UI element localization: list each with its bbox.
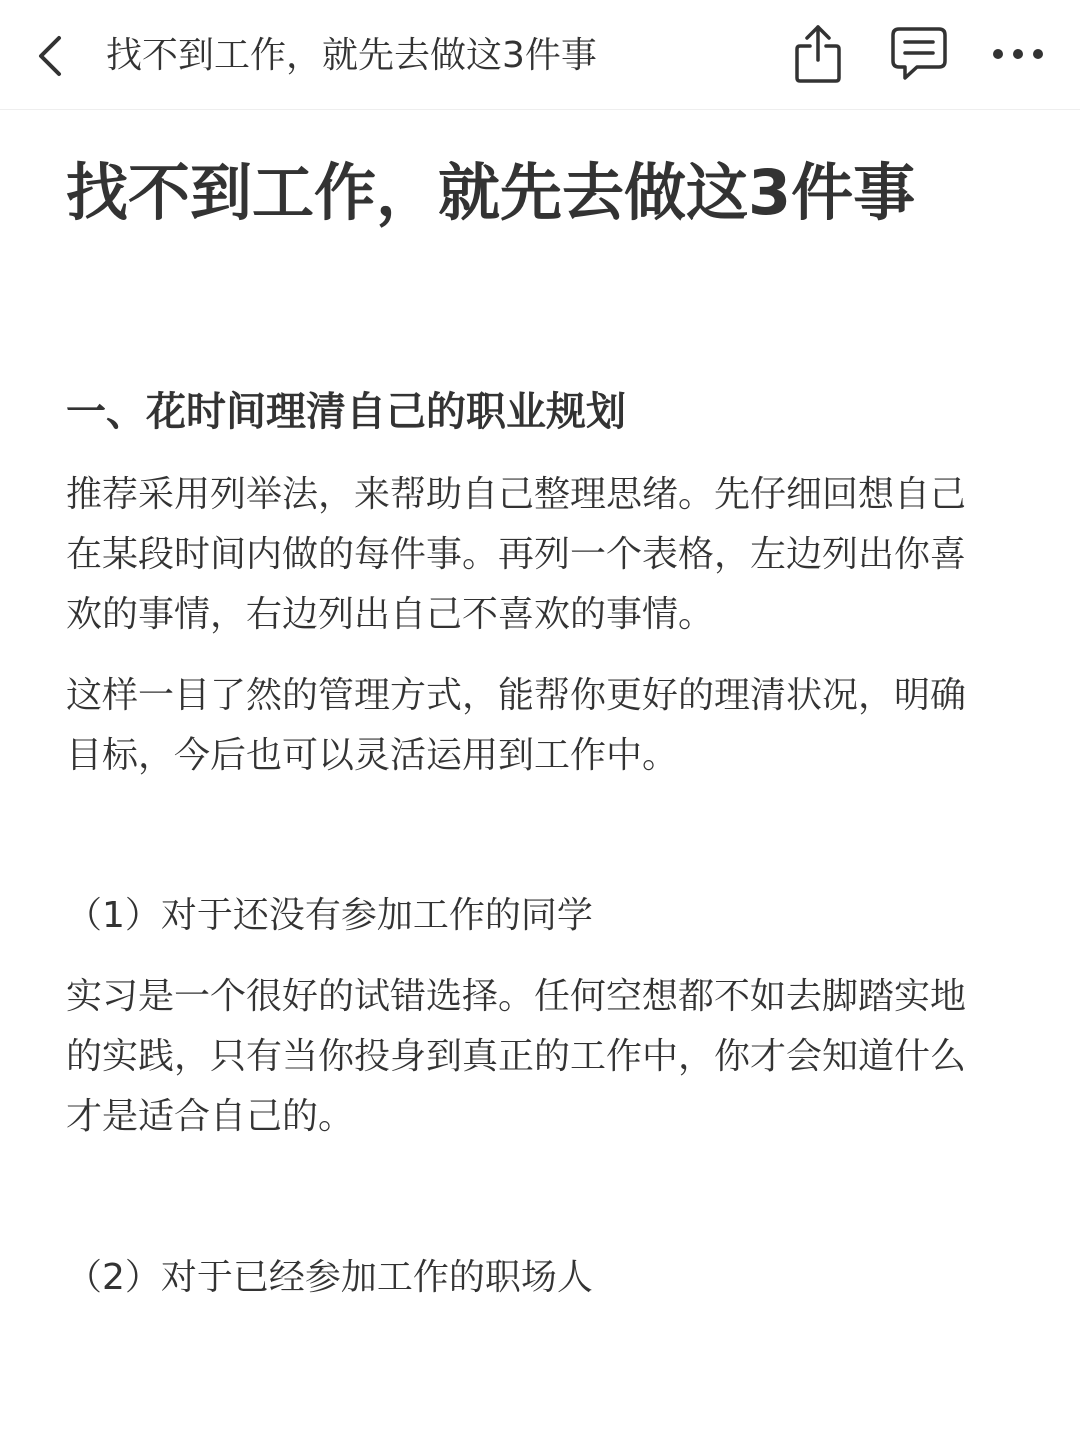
chevron-left-icon: [35, 34, 65, 78]
section-heading: 一、花时间理清自己的职业规划: [66, 389, 626, 435]
subheading: （2）对于已经参加工作的职场人: [66, 1257, 593, 1298]
comment-button[interactable]: [887, 22, 951, 86]
top-nav-bar: [0, 0, 1080, 110]
more-icon: [990, 46, 1046, 62]
paragraph: 推荐采用列举法，来帮助自己整理思绪。先仔细回想自己在某段时间内做的每件事。再列一个表格，左边列出你喜欢的事情，右边列出自己不喜欢的事情。: [66, 474, 967, 635]
share-button[interactable]: [786, 22, 850, 86]
paragraph: 这样一目了然的管理方式，能帮你更好的理清状况，明确目标，今后也可以灵活运用到工作中。: [66, 675, 967, 776]
paragraph: 实习是一个很好的试错选择。任何空想都不如去脚踏实地的实践，只有当你投身到真正的工作中，你才会知道什么才是适合自己的。: [66, 976, 967, 1137]
article-title: 找不到工作，就先去做这3件事: [66, 156, 916, 229]
more-button[interactable]: [986, 22, 1050, 86]
nav-title: 找不到工作，就先去做这3件事: [106, 35, 597, 76]
comment-icon: [889, 25, 949, 83]
subheading: （1）对于还没有参加工作的同学: [66, 895, 593, 936]
back-button[interactable]: [28, 30, 72, 82]
share-icon: [792, 24, 844, 84]
